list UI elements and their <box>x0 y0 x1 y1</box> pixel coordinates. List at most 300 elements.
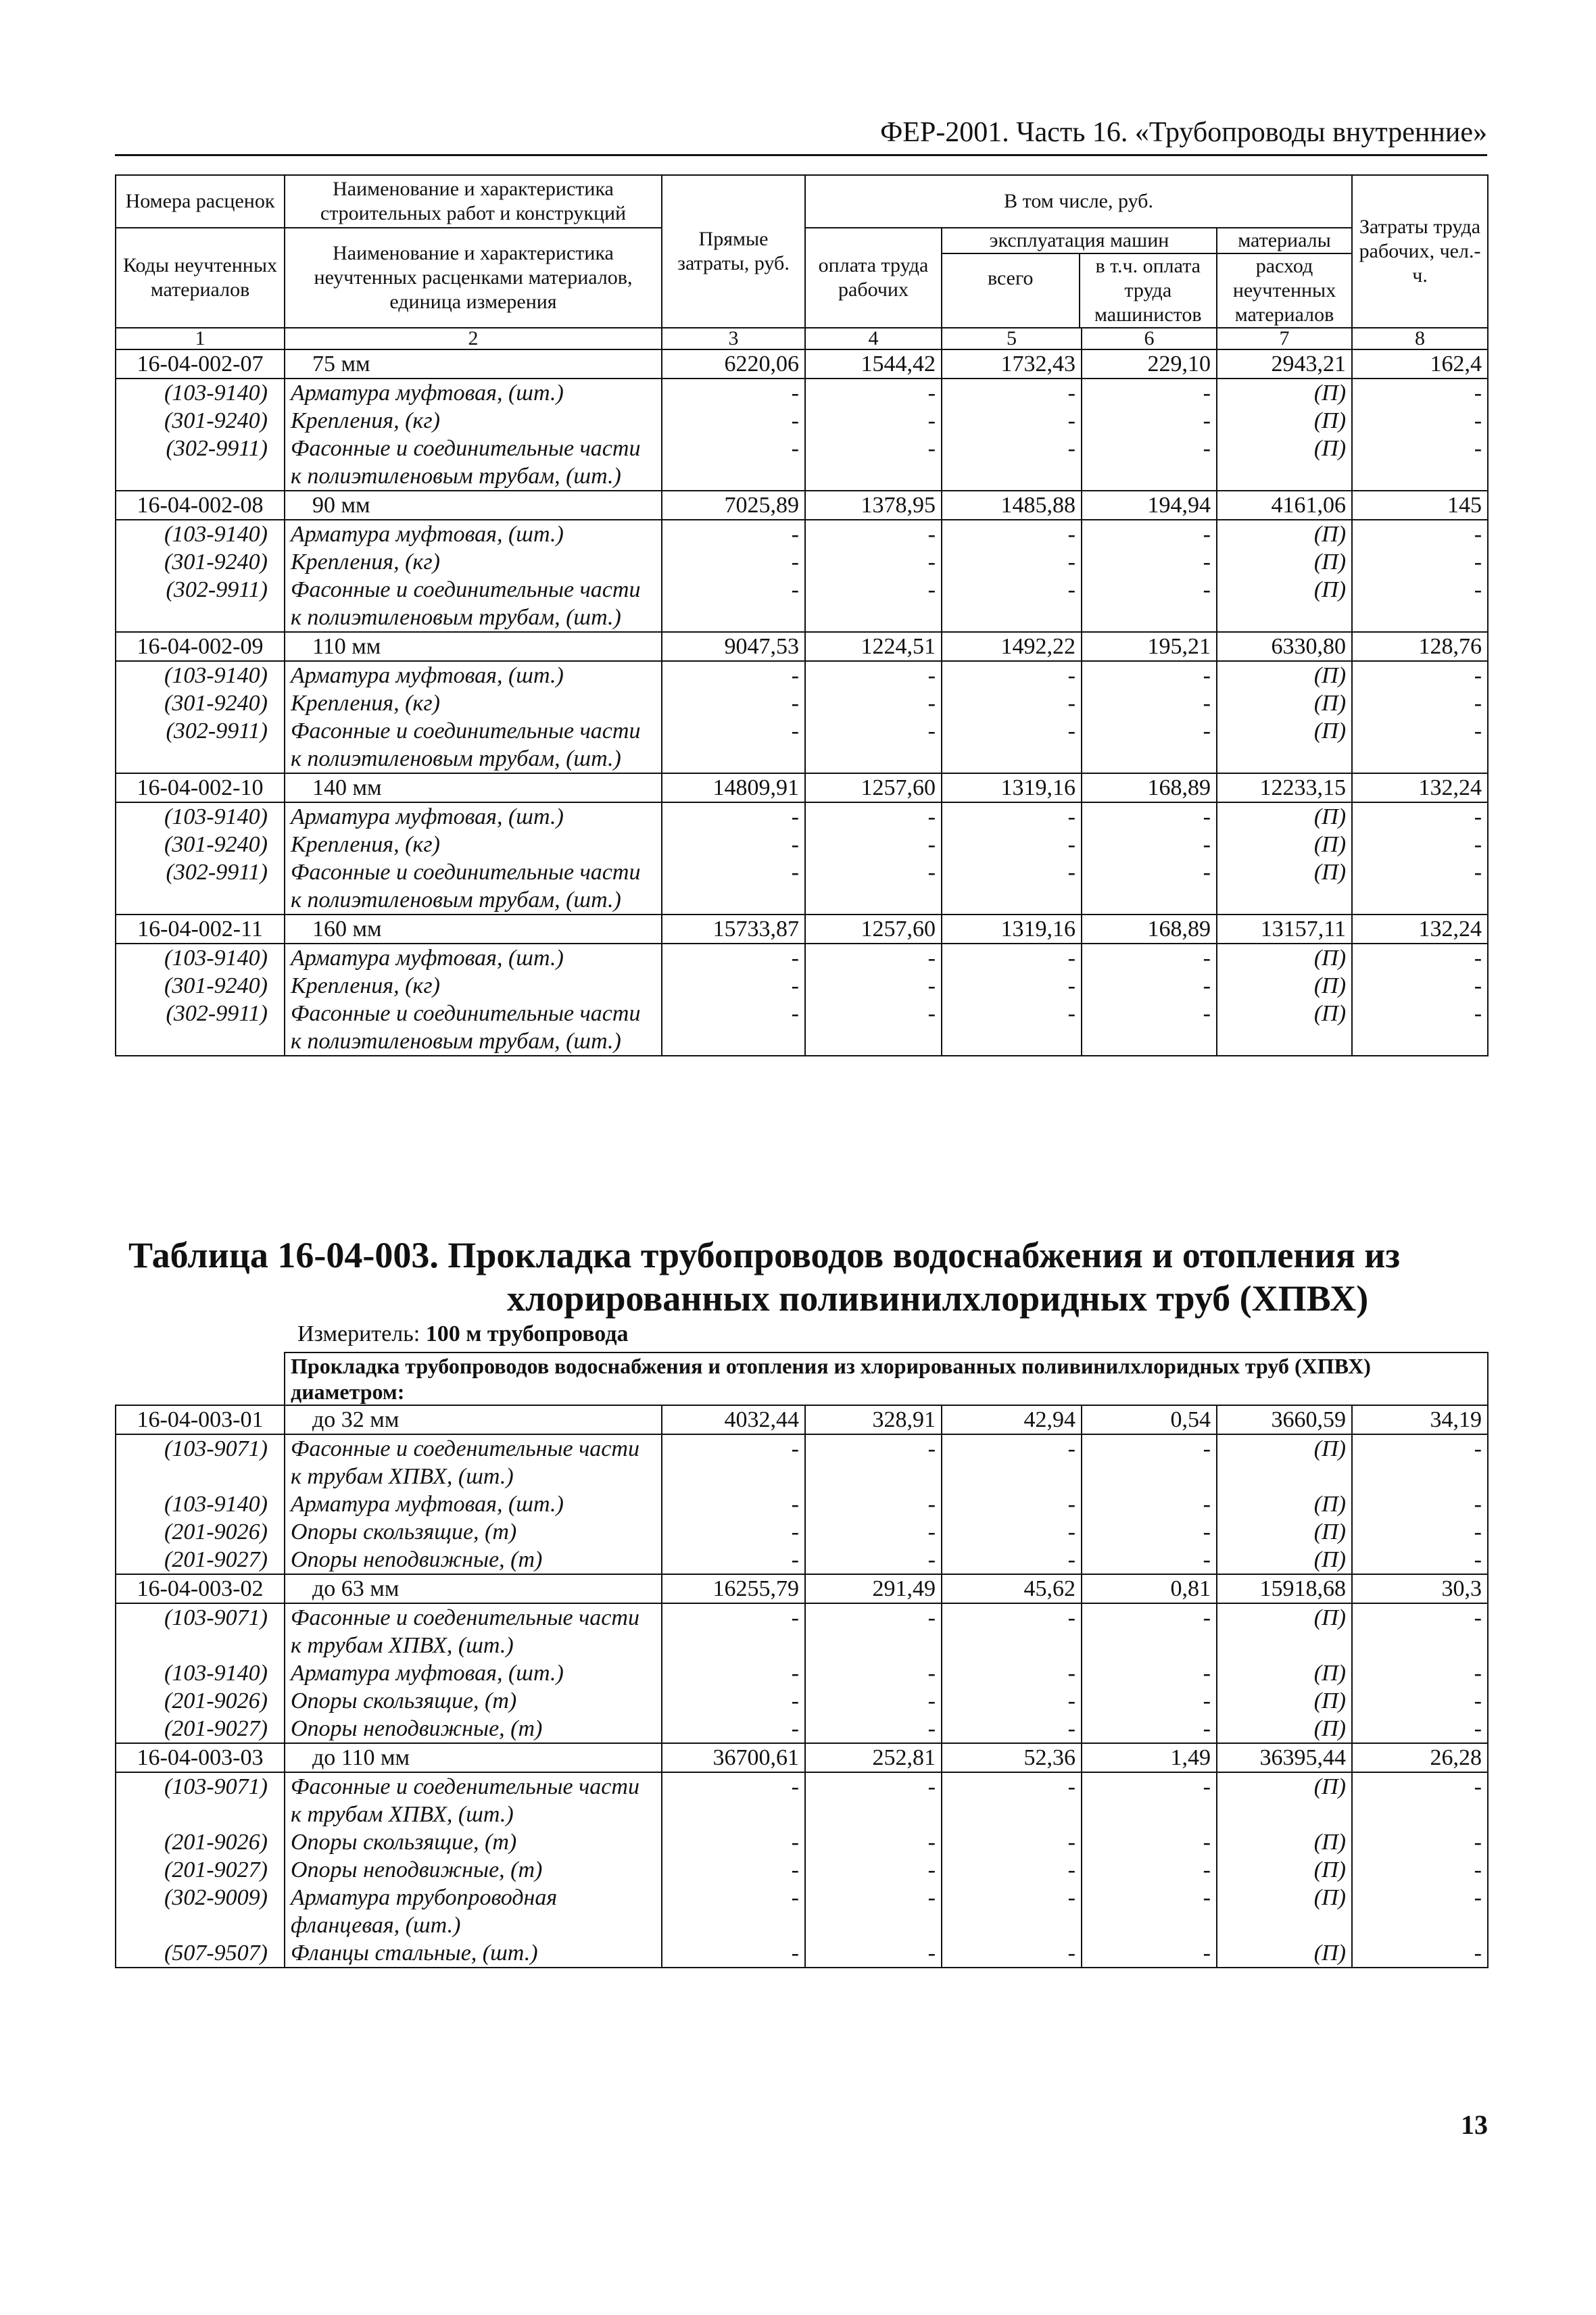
dash-cell: - <box>662 858 805 915</box>
dash-cell: - <box>805 1659 942 1687</box>
rate-value: 4032,44 <box>662 1405 805 1434</box>
material-unaccounted-mark: (П) <box>1217 802 1352 831</box>
rate-value: 1319,16 <box>942 915 1082 944</box>
rate-value: 26,28 <box>1352 1743 1488 1772</box>
dash-cell: - <box>942 1715 1082 1743</box>
material-name: Опоры неподвижные, (т) <box>285 1715 662 1743</box>
dash-cell: - <box>1352 1434 1488 1490</box>
material-name: Арматура муфтовая, (шт.) <box>285 944 662 972</box>
rate-value: 13157,11 <box>1217 915 1352 944</box>
dash-cell: - <box>1082 1828 1217 1856</box>
dash-cell: - <box>662 1546 805 1574</box>
dash-cell: - <box>662 407 805 435</box>
rate-name: до 32 мм <box>285 1405 662 1434</box>
dash-cell: - <box>1082 435 1217 491</box>
dash-cell: - <box>662 520 805 548</box>
dash-cell: - <box>942 1884 1082 1939</box>
material-name: Опоры неподвижные, (т) <box>285 1546 662 1574</box>
dash-cell: - <box>805 831 942 858</box>
material-code: (302-9911) <box>116 576 285 632</box>
material-unaccounted-mark: (П) <box>1217 1715 1352 1743</box>
dash-cell: - <box>1352 576 1488 632</box>
material-unaccounted-mark: (П) <box>1217 1546 1352 1574</box>
rate-value: 132,24 <box>1352 915 1488 944</box>
rate-name: 110 мм <box>285 632 662 661</box>
rate-code: 16-04-002-11 <box>116 915 285 944</box>
dash-cell: - <box>1082 802 1217 831</box>
material-row <box>116 831 1488 858</box>
material-row <box>116 944 1488 972</box>
rate-value: 128,76 <box>1352 632 1488 661</box>
dash-cell: - <box>942 1000 1082 1056</box>
rate-value: 45,62 <box>942 1574 1082 1603</box>
page-header <box>115 114 1487 156</box>
dash-cell: - <box>662 1884 805 1939</box>
column-number: 1 <box>116 328 285 349</box>
dash-cell: - <box>942 576 1082 632</box>
dash-cell: - <box>1352 1828 1488 1856</box>
rate-code: 16-04-003-03 <box>116 1743 285 1772</box>
dash-cell: - <box>1082 379 1217 407</box>
rate-value: 145 <box>1352 491 1488 520</box>
dash-cell: - <box>805 1828 942 1856</box>
dash-cell: - <box>805 802 942 831</box>
material-row <box>116 435 1488 491</box>
material-code: (301-9240) <box>116 831 285 858</box>
material-unaccounted-mark: (П) <box>1217 1659 1352 1687</box>
material-row <box>116 689 1488 717</box>
material-code: (302-9911) <box>116 717 285 773</box>
dash-cell: - <box>805 548 942 576</box>
dash-cell: - <box>1082 1518 1217 1546</box>
dash-cell: - <box>1352 379 1488 407</box>
dash-cell: - <box>662 1603 805 1659</box>
dash-cell: - <box>1082 1546 1217 1574</box>
dash-cell: - <box>662 689 805 717</box>
rate-value: 168,89 <box>1082 915 1217 944</box>
material-code: (103-9140) <box>116 379 285 407</box>
rate-value: 1224,51 <box>805 632 942 661</box>
dash-cell: - <box>805 520 942 548</box>
material-name: Фасонные и соединительные части к полиэтиленовым трубам, (шт.) <box>285 1000 662 1056</box>
rate-row <box>116 915 1488 944</box>
rate-value: 12233,15 <box>1217 773 1352 802</box>
rate-value: 30,3 <box>1352 1574 1488 1603</box>
dash-cell: - <box>662 1715 805 1743</box>
rate-value: 1257,60 <box>805 915 942 944</box>
material-name: Опоры неподвижные, (т) <box>285 1856 662 1884</box>
material-unaccounted-mark: (П) <box>1217 944 1352 972</box>
dash-cell: - <box>662 944 805 972</box>
dash-cell: - <box>805 1434 942 1490</box>
material-unaccounted-mark: (П) <box>1217 1856 1352 1884</box>
material-unaccounted-mark: (П) <box>1217 1603 1352 1659</box>
dash-cell: - <box>942 1659 1082 1687</box>
material-code: (103-9071) <box>116 1772 285 1828</box>
dash-cell: - <box>1352 858 1488 915</box>
dash-cell: - <box>942 661 1082 689</box>
material-code: (103-9140) <box>116 661 285 689</box>
dash-cell: - <box>942 379 1082 407</box>
col-rate-number-header: Номера расценок <box>116 175 285 228</box>
material-code: (302-9911) <box>116 1000 285 1056</box>
dash-cell: - <box>662 831 805 858</box>
rate-value: 34,19 <box>1352 1405 1488 1434</box>
col-material-code-header: Коды неучтенных материалов <box>116 228 285 328</box>
material-code: (103-9071) <box>116 1603 285 1659</box>
material-name: Крепления, (кг) <box>285 689 662 717</box>
column-number: 5 <box>942 328 1082 349</box>
dash-cell: - <box>1352 1772 1488 1828</box>
measure-value: 100 м трубопровода <box>425 1321 629 1346</box>
rate-value: 14809,91 <box>662 773 805 802</box>
table-2-body <box>116 1405 1488 1968</box>
material-unaccounted-mark: (П) <box>1217 1828 1352 1856</box>
dash-cell: - <box>805 689 942 717</box>
rate-value: 1732,43 <box>942 349 1082 379</box>
rate-name: 90 мм <box>285 491 662 520</box>
table-1-body <box>116 349 1488 1056</box>
material-unaccounted-mark: (П) <box>1217 831 1352 858</box>
dash-cell: - <box>662 1772 805 1828</box>
rate-row <box>116 491 1488 520</box>
rate-value: 229,10 <box>1082 349 1217 379</box>
dash-cell: - <box>942 548 1082 576</box>
material-code: (201-9026) <box>116 1518 285 1546</box>
dash-cell: - <box>942 1856 1082 1884</box>
dash-cell: - <box>942 831 1082 858</box>
rate-value: 1544,42 <box>805 349 942 379</box>
col-materials-consumption-header: расход неучтенных материалов <box>1232 255 1336 326</box>
dash-cell: - <box>805 1715 942 1743</box>
dash-cell: - <box>942 407 1082 435</box>
dash-cell: - <box>805 858 942 915</box>
material-name: Фасонные и соединительные части к полиэтиленовым трубам, (шт.) <box>285 435 662 491</box>
material-code: (301-9240) <box>116 689 285 717</box>
material-row <box>116 1434 1488 1490</box>
dash-cell: - <box>1082 520 1217 548</box>
header-title: ФЕР-2001. Часть 16. «Трубопроводы внутренние» <box>880 117 1487 148</box>
dash-cell: - <box>1352 1856 1488 1884</box>
material-row <box>116 1490 1488 1518</box>
rate-value: 6220,06 <box>662 349 805 379</box>
material-row <box>116 520 1488 548</box>
dash-cell: - <box>1352 1687 1488 1715</box>
dash-cell: - <box>1082 661 1217 689</box>
column-number: 4 <box>805 328 942 349</box>
material-name: Фасонные и соединительные части к полиэтиленовым трубам, (шт.) <box>285 858 662 915</box>
dash-cell: - <box>1352 1939 1488 1968</box>
dash-cell: - <box>1082 1856 1217 1884</box>
material-row <box>116 576 1488 632</box>
dash-cell: - <box>1352 1884 1488 1939</box>
material-unaccounted-mark: (П) <box>1217 548 1352 576</box>
material-unaccounted-mark: (П) <box>1217 717 1352 773</box>
table-2-title <box>128 1234 1480 1320</box>
dash-cell: - <box>805 576 942 632</box>
material-code: (302-9911) <box>116 435 285 491</box>
material-name: Крепления, (кг) <box>285 972 662 1000</box>
rate-value: 4161,06 <box>1217 491 1352 520</box>
material-name: Опоры скользящие, (т) <box>285 1828 662 1856</box>
col-labor-hours-header: Затраты труда рабочих, чел.-ч. <box>1352 175 1488 328</box>
dash-cell: - <box>1352 1715 1488 1743</box>
material-unaccounted-mark: (П) <box>1217 1490 1352 1518</box>
rate-value: 6330,80 <box>1217 632 1352 661</box>
dash-cell: - <box>1352 1518 1488 1546</box>
material-row <box>116 407 1488 435</box>
dash-cell: - <box>805 435 942 491</box>
column-number: 2 <box>285 328 662 349</box>
material-code: (507-9507) <box>116 1939 285 1968</box>
material-unaccounted-mark: (П) <box>1217 435 1352 491</box>
rate-code: 16-04-002-10 <box>116 773 285 802</box>
dash-cell: - <box>662 972 805 1000</box>
rate-value: 1,49 <box>1082 1743 1217 1772</box>
dash-cell: - <box>1352 831 1488 858</box>
dash-cell: - <box>1082 1659 1217 1687</box>
dash-cell: - <box>1352 1546 1488 1574</box>
rate-name: до 63 мм <box>285 1574 662 1603</box>
rate-value: 132,24 <box>1352 773 1488 802</box>
material-row <box>116 1772 1488 1828</box>
dash-cell: - <box>1352 1603 1488 1659</box>
material-row <box>116 1856 1488 1884</box>
rate-value: 36700,61 <box>662 1743 805 1772</box>
dash-cell: - <box>1352 689 1488 717</box>
material-code: (103-9140) <box>116 944 285 972</box>
material-code: (201-9027) <box>116 1715 285 1743</box>
dash-cell: - <box>942 1828 1082 1856</box>
dash-cell: - <box>1082 1434 1217 1490</box>
material-unaccounted-mark: (П) <box>1217 520 1352 548</box>
rate-value: 328,91 <box>805 1405 942 1434</box>
dash-cell: - <box>942 1687 1082 1715</box>
material-unaccounted-mark: (П) <box>1217 1687 1352 1715</box>
dash-cell: - <box>942 689 1082 717</box>
dash-cell: - <box>1082 1000 1217 1056</box>
dash-cell: - <box>942 717 1082 773</box>
dash-cell: - <box>1082 1603 1217 1659</box>
material-name: Фасонные и соеденительные части к трубам ХПВХ, (шт.) <box>285 1772 662 1828</box>
material-row <box>116 1518 1488 1546</box>
section-blank <box>116 1353 285 1405</box>
dash-cell: - <box>662 1856 805 1884</box>
material-unaccounted-mark: (П) <box>1217 379 1352 407</box>
dash-cell: - <box>805 1856 942 1884</box>
dash-cell: - <box>942 435 1082 491</box>
material-unaccounted-mark: (П) <box>1217 1000 1352 1056</box>
material-unaccounted-mark: (П) <box>1217 1434 1352 1490</box>
rates-table-2 <box>115 1352 1489 1968</box>
material-code: (302-9009) <box>116 1884 285 1939</box>
rate-value: 7025,89 <box>662 491 805 520</box>
dash-cell: - <box>1352 661 1488 689</box>
material-unaccounted-mark: (П) <box>1217 858 1352 915</box>
material-name: Крепления, (кг) <box>285 831 662 858</box>
rate-row <box>116 1405 1488 1434</box>
material-code: (301-9240) <box>116 972 285 1000</box>
rate-row <box>116 1574 1488 1603</box>
col-machinist-wages-header: в т.ч. оплата труда машинистов <box>1094 255 1202 326</box>
dash-cell: - <box>805 1884 942 1939</box>
dash-cell: - <box>1082 407 1217 435</box>
dash-cell: - <box>942 1490 1082 1518</box>
column-number: 6 <box>1082 328 1217 349</box>
dash-cell: - <box>662 1939 805 1968</box>
material-name: Арматура муфтовая, (шт.) <box>285 520 662 548</box>
dash-cell: - <box>1352 435 1488 491</box>
material-code: (201-9027) <box>116 1546 285 1574</box>
col-machine-total-header: всего <box>942 254 1080 327</box>
dash-cell: - <box>805 717 942 773</box>
rate-row <box>116 1743 1488 1772</box>
material-name: Арматура муфтовая, (шт.) <box>285 802 662 831</box>
material-name: Фасонные и соеденительные части к трубам ХПВХ, (шт.) <box>285 1603 662 1659</box>
material-code: (103-9140) <box>116 1490 285 1518</box>
col-wages-header: оплата труда рабочих <box>805 228 942 328</box>
dash-cell: - <box>1352 944 1488 972</box>
col-work-name-header: Наименование и характеристика строительных работ и конструкций <box>285 175 662 228</box>
material-code: (201-9026) <box>116 1828 285 1856</box>
col-material-name-header: Наименование и характеристика неучтенных расценками материалов, единица измерения <box>285 228 662 328</box>
dash-cell: - <box>1352 972 1488 1000</box>
material-code: (103-9140) <box>116 520 285 548</box>
material-code: (103-9140) <box>116 1659 285 1687</box>
dash-cell: - <box>662 1434 805 1490</box>
dash-cell: - <box>1352 407 1488 435</box>
dash-cell: - <box>662 717 805 773</box>
material-code: (301-9240) <box>116 548 285 576</box>
dash-cell: - <box>805 407 942 435</box>
rate-value: 252,81 <box>805 1743 942 1772</box>
material-name: Фасонные и соединительные части к полиэтиленовым трубам, (шт.) <box>285 717 662 773</box>
column-number: 3 <box>662 328 805 349</box>
material-unaccounted-mark: (П) <box>1217 1939 1352 1968</box>
rate-value: 42,94 <box>942 1405 1082 1434</box>
dash-cell: - <box>805 972 942 1000</box>
material-name: Фасонные и соеденительные части к трубам ХПВХ, (шт.) <box>285 1434 662 1490</box>
material-row <box>116 1687 1488 1715</box>
rate-value: 195,21 <box>1082 632 1217 661</box>
rate-name: до 110 мм <box>285 1743 662 1772</box>
dash-cell: - <box>662 1490 805 1518</box>
rate-row <box>116 632 1488 661</box>
material-row <box>116 802 1488 831</box>
dash-cell: - <box>1082 972 1217 1000</box>
page-number: 13 <box>1461 2110 1488 2140</box>
material-unaccounted-mark: (П) <box>1217 661 1352 689</box>
rate-value: 291,49 <box>805 1574 942 1603</box>
dash-cell: - <box>1082 1772 1217 1828</box>
dash-cell: - <box>1352 548 1488 576</box>
rate-value: 194,94 <box>1082 491 1217 520</box>
rate-code: 16-04-002-07 <box>116 349 285 379</box>
rate-row <box>116 349 1488 379</box>
material-name: Арматура муфтовая, (шт.) <box>285 1659 662 1687</box>
rate-value: 15733,87 <box>662 915 805 944</box>
dash-cell: - <box>805 1518 942 1546</box>
rate-code: 16-04-002-09 <box>116 632 285 661</box>
dash-cell: - <box>662 661 805 689</box>
rate-value: 0,54 <box>1082 1405 1217 1434</box>
material-row <box>116 972 1488 1000</box>
material-unaccounted-mark: (П) <box>1217 1884 1352 1939</box>
dash-cell: - <box>662 379 805 407</box>
table-header <box>116 175 1488 349</box>
rate-value: 36395,44 <box>1217 1743 1352 1772</box>
material-name: Опоры скользящие, (т) <box>285 1687 662 1715</box>
col-direct-costs-header: Прямые затраты, руб. <box>662 175 805 328</box>
machine-header-cell <box>942 228 1217 328</box>
material-row <box>116 1603 1488 1659</box>
rate-name: 140 мм <box>285 773 662 802</box>
dash-cell: - <box>805 1546 942 1574</box>
material-row <box>116 1715 1488 1743</box>
materials-header-cell <box>1217 228 1352 328</box>
dash-cell: - <box>662 576 805 632</box>
rate-value: 2943,21 <box>1217 349 1352 379</box>
dash-cell: - <box>1352 1659 1488 1687</box>
material-name: Фланцы стальные, (шт.) <box>285 1939 662 1968</box>
material-row <box>116 661 1488 689</box>
rate-value: 1492,22 <box>942 632 1082 661</box>
material-unaccounted-mark: (П) <box>1217 689 1352 717</box>
dash-cell: - <box>662 1000 805 1056</box>
dash-cell: - <box>805 1000 942 1056</box>
dash-cell: - <box>942 802 1082 831</box>
dash-cell: - <box>662 548 805 576</box>
dash-cell: - <box>942 1546 1082 1574</box>
material-code: (301-9240) <box>116 407 285 435</box>
rate-name: 75 мм <box>285 349 662 379</box>
dash-cell: - <box>1082 576 1217 632</box>
material-row <box>116 379 1488 407</box>
rate-value: 15918,68 <box>1217 1574 1352 1603</box>
dash-cell: - <box>1082 717 1217 773</box>
rate-value: 162,4 <box>1352 349 1488 379</box>
rate-value: 1485,88 <box>942 491 1082 520</box>
rate-name: 160 мм <box>285 915 662 944</box>
dash-cell: - <box>662 435 805 491</box>
dash-cell: - <box>1352 1490 1488 1518</box>
dash-cell: - <box>942 1434 1082 1490</box>
material-name: Фасонные и соединительные части к полиэтиленовым трубам, (шт.) <box>285 576 662 632</box>
material-code: (201-9027) <box>116 1856 285 1884</box>
rate-code: 16-04-002-08 <box>116 491 285 520</box>
dash-cell: - <box>1082 1884 1217 1939</box>
rate-value: 168,89 <box>1082 773 1217 802</box>
rate-value: 16255,79 <box>662 1574 805 1603</box>
material-name: Крепления, (кг) <box>285 548 662 576</box>
material-row <box>116 717 1488 773</box>
rate-value: 9047,53 <box>662 632 805 661</box>
dash-cell: - <box>1082 944 1217 972</box>
material-row <box>116 1828 1488 1856</box>
material-row <box>116 858 1488 915</box>
column-numbers-row <box>116 328 1488 349</box>
dash-cell: - <box>1352 717 1488 773</box>
material-row <box>116 548 1488 576</box>
measure-unit <box>297 1321 629 1347</box>
dash-cell: - <box>1082 831 1217 858</box>
dash-cell: - <box>942 858 1082 915</box>
material-name: Опоры скользящие, (т) <box>285 1518 662 1546</box>
dash-cell: - <box>1082 1490 1217 1518</box>
rate-row <box>116 773 1488 802</box>
material-name: Арматура муфтовая, (шт.) <box>285 1490 662 1518</box>
dash-cell: - <box>1082 689 1217 717</box>
